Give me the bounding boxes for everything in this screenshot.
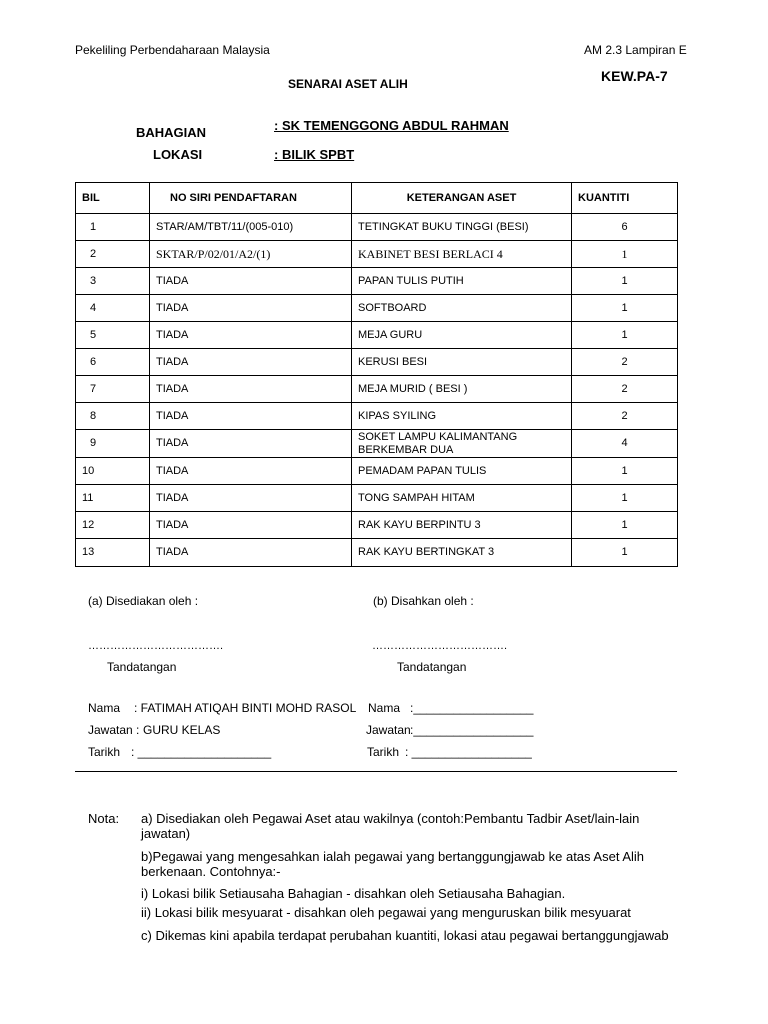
cell-keterangan: MEJA MURID ( BESI ) — [352, 376, 572, 403]
prepared-by-heading: (a) Disediakan oleh : — [88, 594, 199, 608]
cell-kuantiti: 1 — [572, 485, 678, 512]
col-header-no-siri: NO SIRI PENDAFTARAN — [150, 183, 352, 214]
approved-by-tarikh-label: Tarikh — [367, 745, 400, 759]
approved-by-tandatangan: Tandatangan — [397, 660, 467, 674]
table-row — [76, 214, 678, 241]
cell-kuantiti: 1 — [572, 539, 678, 567]
lokasi-value: : BILIK SPBT — [274, 147, 355, 162]
bahagian-label: BAHAGIAN — [136, 125, 207, 140]
cell-bil: 12 — [76, 512, 150, 539]
table-row — [76, 322, 678, 349]
cell-keterangan: SOKET LAMPU KALIMANTANG BERKEMBAR DUA — [352, 430, 572, 458]
cell-bil: 6 — [76, 349, 150, 376]
cell-keterangan: RAK KAYU BERPINTU 3 — [352, 512, 572, 539]
cell-bil: 9 — [76, 430, 150, 458]
cell-keterangan: TONG SAMPAH HITAM — [352, 485, 572, 512]
table-row — [76, 295, 678, 322]
cell-no-siri: TIADA — [150, 458, 352, 485]
note-c: c) Dikemas kini apabila terdapat perubahan kuantiti, lokasi atau pegawai bertanggungjawab — [141, 928, 669, 943]
cell-no-siri: TIADA — [150, 268, 352, 295]
cell-no-siri: TIADA — [150, 376, 352, 403]
prepared-by-jawatan-label: Jawatan : — [88, 723, 140, 737]
header-left-text: Pekeliling Perbendaharaan Malaysia — [75, 43, 270, 57]
cell-keterangan: PEMADAM PAPAN TULIS — [352, 458, 572, 485]
prepared-by-tarikh-label: Tarikh — [88, 745, 121, 759]
cell-kuantiti: 1 — [572, 512, 678, 539]
cell-kuantiti: 2 — [572, 403, 678, 430]
cell-bil: 11 — [76, 485, 150, 512]
cell-kuantiti: 6 — [572, 214, 678, 241]
cell-kuantiti: 1 — [572, 458, 678, 485]
section-divider — [75, 771, 677, 772]
prepared-by-jawatan-value: GURU KELAS — [143, 723, 221, 737]
table-row — [76, 268, 678, 295]
prepared-by-nama-value: : FATIMAH ATIQAH BINTI MOHD RASOL — [134, 701, 357, 715]
approved-by-nama-value: :__________________ — [410, 701, 534, 715]
approved-by-nama-label: Nama — [368, 701, 401, 715]
cell-no-siri: STAR/AM/TBT/11/(005-010) — [150, 214, 352, 241]
cell-no-siri: TIADA — [150, 485, 352, 512]
cell-kuantiti: 1 — [572, 268, 678, 295]
asset-table — [75, 182, 678, 567]
approved-by-jawatan-value: :__________________ — [410, 723, 534, 737]
cell-kuantiti: 2 — [572, 376, 678, 403]
bahagian-value: : SK TEMENGGONG ABDUL RAHMAN — [274, 118, 509, 133]
cell-bil: 8 — [76, 403, 150, 430]
cell-bil: 13 — [76, 539, 150, 567]
note-b: b)Pegawai yang mengesahkan ialah pegawai yang bertanggungjawab ke atas Aset Alih berkenaan. Contohnya:- — [141, 849, 645, 879]
cell-bil: 5 — [76, 322, 150, 349]
cell-kuantiti: 1 — [572, 322, 678, 349]
approved-by-heading: (b) Disahkan oleh : — [373, 594, 474, 608]
table-header-row — [76, 183, 678, 214]
page-title: SENARAI ASET ALIH — [288, 77, 408, 91]
cell-no-siri: TIADA — [150, 430, 352, 458]
note-b-ii: ii) Lokasi bilik mesyuarat - disahkan oleh pegawai yang menguruskan bilik mesyuarat — [141, 905, 631, 920]
col-header-bil: BIL — [76, 183, 150, 214]
table-row — [76, 539, 678, 567]
cell-no-siri: SKTAR/P/02/01/A2/(1) — [150, 241, 352, 268]
cell-no-siri: TIADA — [150, 322, 352, 349]
cell-keterangan: SOFTBOARD — [352, 295, 572, 322]
col-header-kuantiti: KUANTITI — [572, 183, 678, 214]
cell-no-siri: TIADA — [150, 512, 352, 539]
cell-keterangan: KERUSI BESI — [352, 349, 572, 376]
approved-by-jawatan-label: Jawatan — [366, 723, 411, 737]
table-row — [76, 485, 678, 512]
cell-bil: 1 — [76, 214, 150, 241]
cell-bil: 2 — [76, 241, 150, 268]
table-row — [76, 512, 678, 539]
lokasi-label: LOKASI — [153, 147, 203, 162]
table-row — [76, 403, 678, 430]
cell-kuantiti: 4 — [572, 430, 678, 458]
header-right-text: AM 2.3 Lampiran E — [584, 43, 687, 57]
table-row — [76, 241, 678, 268]
approved-by-tarikh-value: : __________________ — [405, 745, 532, 759]
prepared-by-signature-line: ………………………………. — [88, 640, 224, 652]
note-a: a) Disediakan oleh Pegawai Aset atau wakilnya (contoh:Pembantu Tadbir Aset/lain-lain jawatan) — [141, 811, 640, 841]
table-row — [76, 458, 678, 485]
cell-no-siri: TIADA — [150, 349, 352, 376]
table-row — [76, 430, 678, 458]
cell-keterangan: PAPAN TULIS PUTIH — [352, 268, 572, 295]
table-row — [76, 376, 678, 403]
note-b-i: i) Lokasi bilik Setiausaha Bahagian - disahkan oleh Setiausaha Bahagian. — [141, 886, 566, 901]
notes-label: Nota: — [88, 811, 120, 826]
cell-no-siri: TIADA — [150, 295, 352, 322]
cell-bil: 3 — [76, 268, 150, 295]
cell-keterangan: TETINGKAT BUKU TINGGI (BESI) — [352, 214, 572, 241]
prepared-by-tandatangan: Tandatangan — [107, 660, 177, 674]
prepared-by-tarikh-value: : ____________________ — [131, 745, 272, 759]
cell-keterangan: RAK KAYU BERTINGKAT 3 — [352, 539, 572, 567]
cell-keterangan: KABINET BESI BERLACI 4 — [352, 241, 572, 268]
approved-by-signature-line: ………………………………. — [372, 640, 508, 652]
prepared-by-nama-label: Nama — [88, 701, 121, 715]
cell-bil: 10 — [76, 458, 150, 485]
cell-no-siri: TIADA — [150, 539, 352, 567]
form-code: KEW.PA-7 — [601, 68, 668, 84]
col-header-keterangan: KETERANGAN ASET — [352, 183, 572, 214]
cell-no-siri: TIADA — [150, 403, 352, 430]
cell-kuantiti: 1 — [572, 241, 678, 268]
table-row — [76, 349, 678, 376]
cell-keterangan: KIPAS SYILING — [352, 403, 572, 430]
cell-kuantiti: 1 — [572, 295, 678, 322]
cell-kuantiti: 2 — [572, 349, 678, 376]
cell-bil: 4 — [76, 295, 150, 322]
cell-bil: 7 — [76, 376, 150, 403]
cell-keterangan: MEJA GURU — [352, 322, 572, 349]
